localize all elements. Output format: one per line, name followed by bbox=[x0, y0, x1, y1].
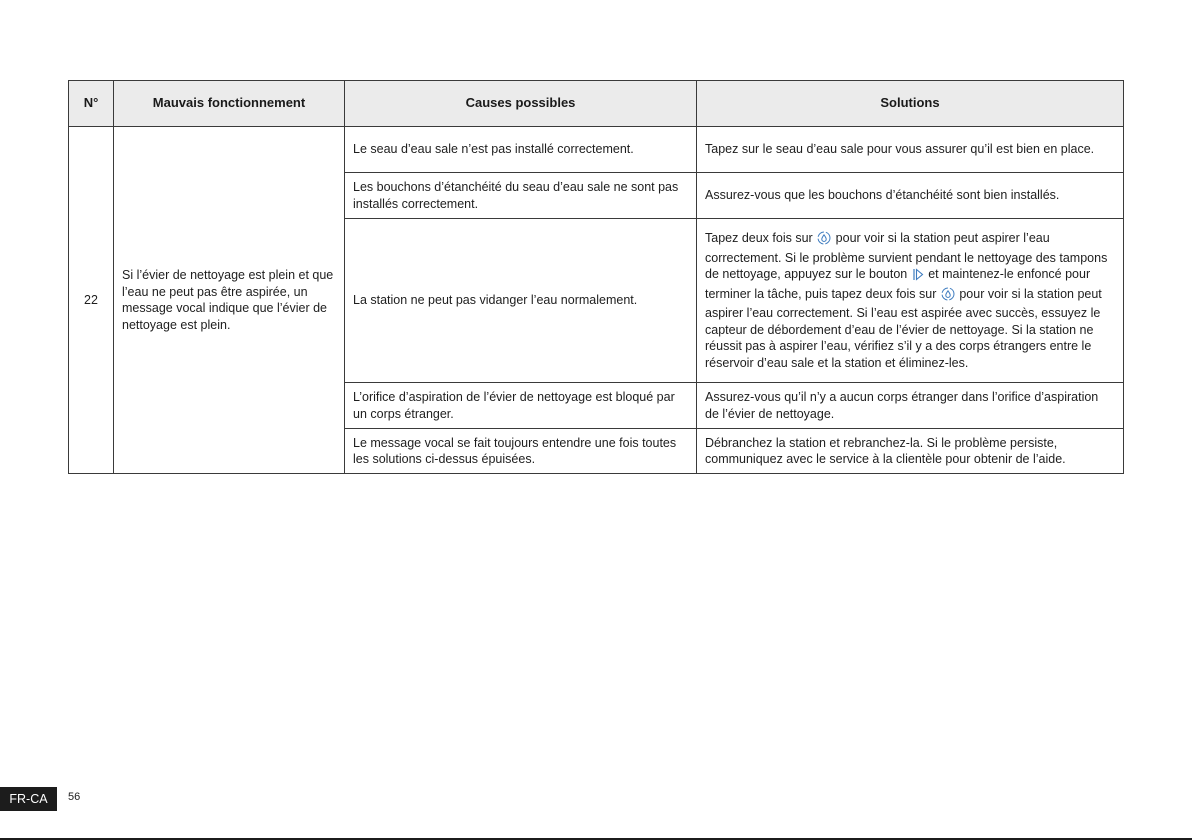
self-clean-icon bbox=[941, 287, 955, 306]
solution-cell bbox=[697, 219, 1124, 383]
solution-cell: Assurez-vous qu’il n’y a aucun corps étranger dans l’orifice d’aspiration de l’évier de nettoyage. bbox=[697, 383, 1124, 429]
cause-cell: Les bouchons d’étanchéité du seau d’eau sale ne sont pas installés correctement. bbox=[345, 173, 697, 219]
troubleshooting-table bbox=[68, 80, 1124, 474]
malfunction-cell: Si l’évier de nettoyage est plein et que l’eau ne peut pas être aspirée, un message vocal indique que l’évier de nettoyage est plein. bbox=[114, 127, 345, 474]
solution-cell: Débranchez la station et rebranchez-la. Si le problème persiste, communiquez avec le service à la clientèle pour obtenir de l’aide. bbox=[697, 429, 1124, 474]
header-num: N° bbox=[69, 81, 114, 127]
start-pause-icon bbox=[912, 268, 924, 286]
header-solutions: Solutions bbox=[697, 81, 1124, 127]
header-causes: Causes possibles bbox=[345, 81, 697, 127]
self-clean-icon bbox=[817, 231, 831, 250]
row-number: 22 bbox=[69, 127, 114, 474]
cause-cell: La station ne peut pas vidanger l’eau normalement. bbox=[345, 219, 697, 383]
solution-cell: Assurez-vous que les bouchons d’étanchéité sont bien installés. bbox=[697, 173, 1124, 219]
cause-cell: Le seau d’eau sale n’est pas installé correctement. bbox=[345, 127, 697, 173]
solution-text-part: pour voir si la station peut aspirer l’eau correctement. Si l’eau est aspirée avec succès, essuyez le capteur de débordement d’eau de l’évier de nettoyage. Si la station ne réussit pas à aspirer l’eau, vérifiez s’il y a des corps étrangers entre le réservoir d’eau sale et la station et éliminez-les. bbox=[705, 286, 1102, 370]
solution-cell: Tapez sur le seau d’eau sale pour vous assurer qu’il est bien en place. bbox=[697, 127, 1124, 173]
cause-cell: Le message vocal se fait toujours entendre une fois toutes les solutions ci-dessus épuisées. bbox=[345, 429, 697, 474]
solution-text-part: pour voir si la station peut aspirer l’eau correctement. Si le problème survient pendant le nettoyage des tampons de nettoyage, appuyez sur le bouton bbox=[705, 231, 1108, 281]
cause-cell: L’orifice d’aspiration de l’évier de nettoyage est bloqué par un corps étranger. bbox=[345, 383, 697, 429]
solution-text-part: et maintenez-le enfoncé pour terminer la tâche, puis tapez deux fois sur bbox=[705, 267, 1091, 301]
page-number: 56 bbox=[68, 791, 81, 803]
table-row bbox=[69, 127, 1124, 173]
language-tab: FR-CA bbox=[0, 787, 57, 811]
header-malfunction: Mauvais fonctionnement bbox=[114, 81, 345, 127]
table-header-row bbox=[69, 81, 1124, 127]
solution-text-part: Tapez deux fois sur bbox=[705, 231, 813, 245]
